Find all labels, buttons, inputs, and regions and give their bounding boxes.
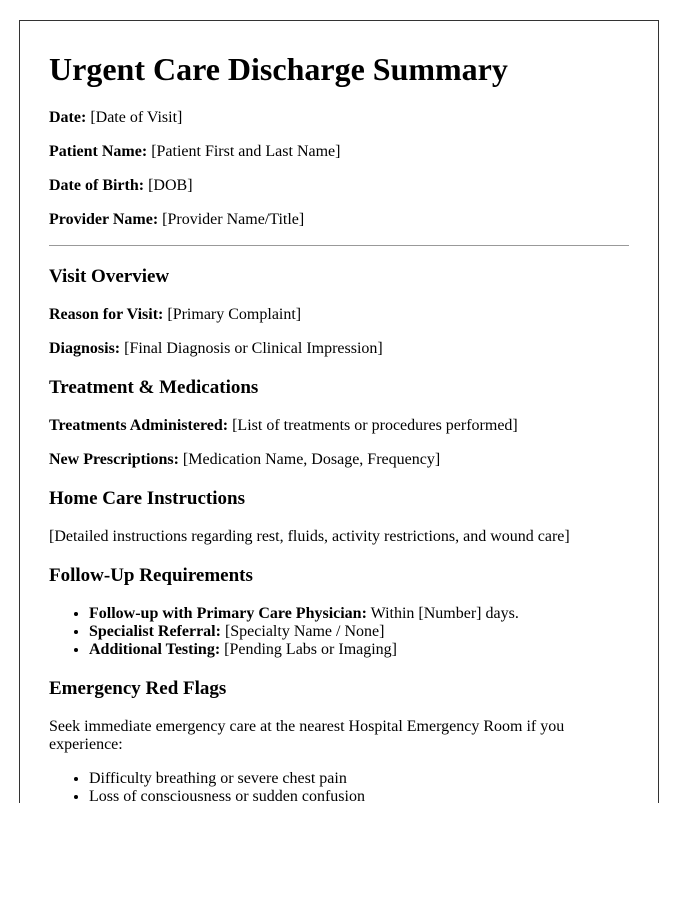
section-heading-treatment: Treatment & Medications	[49, 377, 259, 398]
page-title: Urgent Care Discharge Summary	[49, 51, 508, 87]
item-value: [Specialty Name / None]	[224, 623, 385, 640]
follow-up-list	[49, 605, 629, 659]
list-item: • Difficulty breathing or severe chest pain	[89, 770, 629, 788]
list-item	[89, 641, 629, 659]
field-value: [Patient First and Last Name]	[151, 143, 341, 160]
item-label: Specialist Referral:	[89, 623, 221, 640]
field-reason-for-visit	[49, 306, 629, 324]
section-heading-visit-overview: Visit Overview	[49, 266, 170, 287]
field-value: [List of treatments or procedures performed]	[232, 417, 518, 434]
field-new-prescriptions	[49, 451, 629, 469]
section-heading-red-flags: Emergency Red Flags	[49, 678, 227, 699]
field-diagnosis	[49, 340, 629, 358]
field-label: Date of Birth:	[49, 177, 145, 194]
field-label: New Prescriptions:	[49, 451, 179, 468]
field-provider-name	[49, 211, 629, 229]
list-item	[89, 605, 629, 623]
field-treatments-administered	[49, 417, 629, 435]
field-label: Patient Name:	[49, 143, 148, 160]
field-value: [Primary Complaint]	[167, 306, 302, 323]
field-label: Treatments Administered:	[49, 417, 229, 434]
field-label: Diagnosis:	[49, 340, 121, 357]
field-value: [DOB]	[148, 177, 193, 194]
discharge-summary-document	[19, 20, 659, 803]
list-item: • Loss of consciousness or sudden confusion	[89, 788, 629, 803]
field-value: [Date of Visit]	[90, 109, 183, 126]
field-label: Date:	[49, 109, 87, 126]
red-flags-list	[49, 770, 629, 803]
field-patient-name	[49, 143, 629, 161]
item-label: Additional Testing:	[89, 641, 221, 658]
field-value: [Medication Name, Dosage, Frequency]	[182, 451, 441, 468]
list-item	[89, 623, 629, 641]
section-heading-home-care: Home Care Instructions	[49, 488, 245, 509]
field-date-of-birth	[49, 177, 629, 195]
section-heading-follow-up: Follow-Up Requirements	[49, 565, 253, 586]
field-date	[49, 109, 629, 127]
item-value: Within [Number] days.	[370, 605, 519, 622]
field-label: Provider Name:	[49, 211, 159, 228]
item-label: Follow-up with Primary Care Physician:	[89, 605, 367, 622]
divider	[49, 245, 629, 246]
home-care-text: [Detailed instructions regarding rest, fluids, activity restrictions, and wound care]	[49, 528, 570, 545]
field-value: [Provider Name/Title]	[162, 211, 305, 228]
red-flags-intro: Seek immediate emergency care at the nearest Hospital Emergency Room if you experience:	[49, 718, 565, 753]
field-label: Reason for Visit:	[49, 306, 164, 323]
field-value: [Final Diagnosis or Clinical Impression]	[124, 340, 383, 357]
item-value: [Pending Labs or Imaging]	[224, 641, 398, 658]
